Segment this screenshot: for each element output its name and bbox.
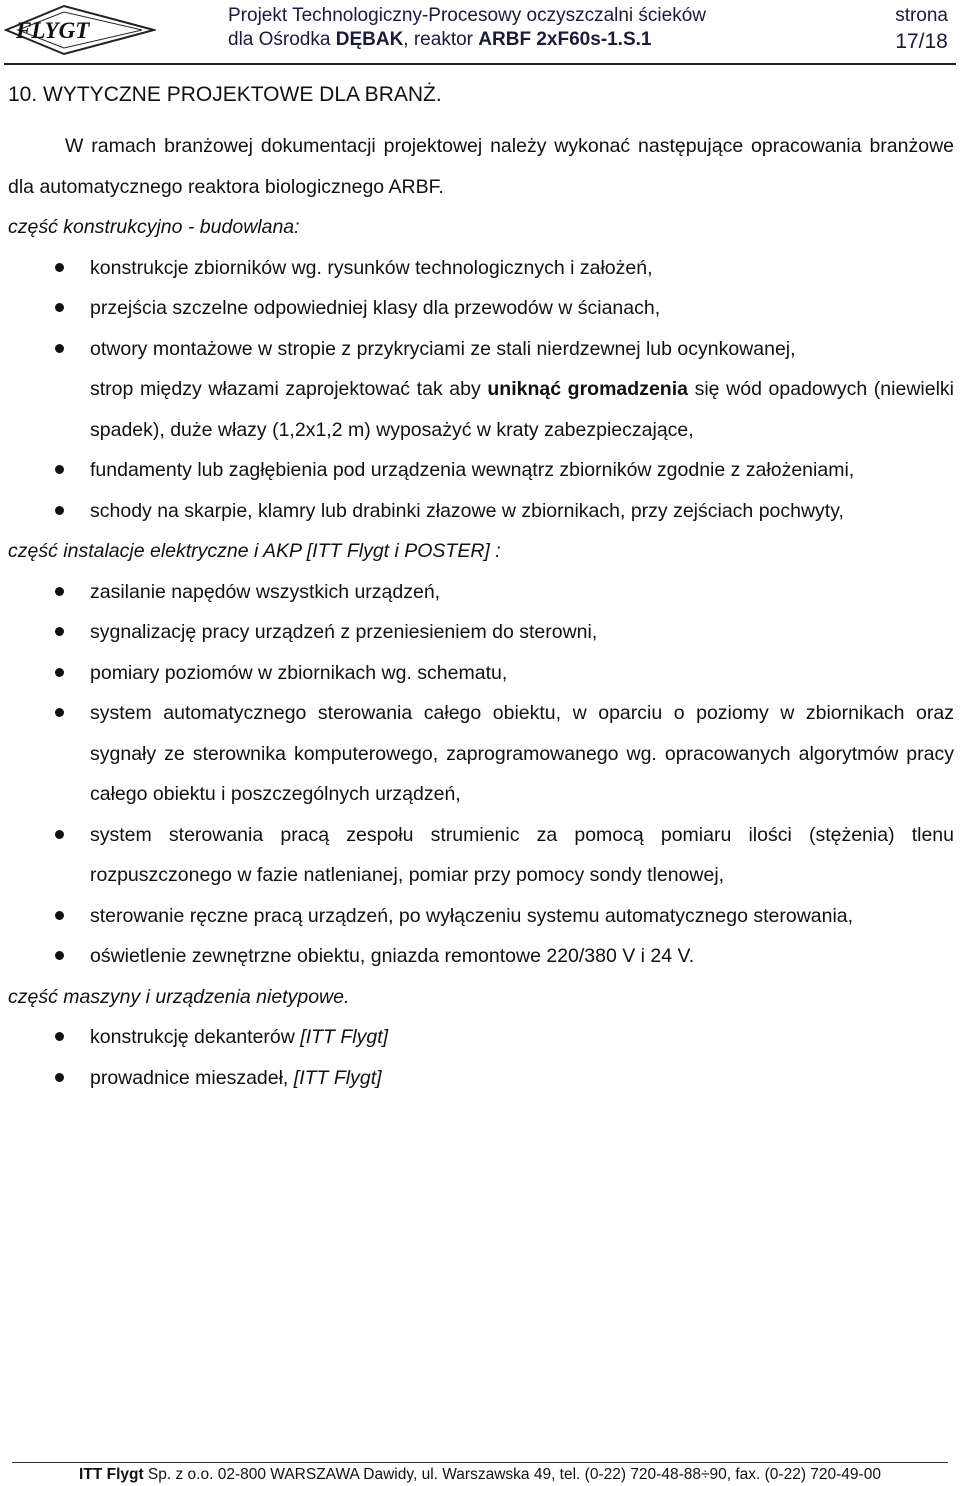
bullet-icon [55,1032,64,1041]
list-item: otwory montażowe w stropie z przykryciami ze stali nierdzewnej lub ocynkowanej, [8,329,954,370]
footer-divider [12,1462,948,1463]
list-item: konstrukcje zbiorników wg. rysunków technologicznych i założeń, [8,248,954,289]
bullet-icon [55,303,64,312]
list-item: system sterowania pracą zespołu strumienic za pomocą pomiaru ilości (stężenia) tlenu rozpuszczonego w fazie natlenianej, pomiar przy pomocy sondy tlenowej, [8,815,954,896]
footer-address: Sp. z o.o. 02-800 WARSZAWA Dawidy, ul. Warszawska 49, tel. (0-22) 720-48-88÷90, fax. (0-22) 720-49-00 [143,1466,881,1483]
machinery-heading: część maszyny i urządzenia nietypowe. [8,985,350,1008]
bullet-icon [55,830,64,839]
bullet-icon [55,465,64,474]
flygt-logo [4,4,156,56]
footer-company: ITT Flygt [79,1466,144,1483]
construction-list [8,248,954,532]
bullet-icon [55,587,64,596]
logo-text: FLYGT [16,18,90,43]
page-header [0,0,960,66]
list-item: sygnalizację pracy urządzeń z przeniesieniem do sterowni, [8,612,954,653]
bullet-icon [55,1073,64,1082]
list-item: schody na skarpie, klamry lub drabinki złazowe w zbiornikach, przy zejściach pochwyty, [8,491,954,532]
list-item: konstrukcję dekanterów [ITT Flygt] [8,1017,954,1058]
bullet-icon [55,627,64,636]
title-line-2: dla Ośrodka DĘBAK, reaktor ARBF 2xF60s-1.S.1 [228,29,652,50]
list-item: prowadnice mieszadeł, [ITT Flygt] [8,1058,954,1099]
list-item: przejścia szczelne odpowiedniej klasy dla przewodów w ścianach, [8,288,954,329]
list-item: pomiary poziomów w zbiornikach wg. schematu, [8,653,954,694]
list-item: system automatycznego sterowania całego obiektu, w oparciu o poziomy w zbiornikach oraz sygnały ze sterownika komputerowego, zaprogramowanego wg. opracowanych algorytmów pracy całego obiektu i poszczególnych urządzeń, [8,693,954,815]
bullet-icon [55,951,64,960]
page-indicator [895,4,948,56]
electrical-list [8,572,954,977]
bullet-icon [55,708,64,717]
construction-heading: część konstrukcyjno - budowlana: [8,216,300,238]
electrical-heading: część instalacje elektryczne i AKP [ITT Flygt i POSTER] : [8,540,501,562]
bullet-icon [55,263,64,272]
page-label: strona [895,5,948,26]
page-footer [0,1465,960,1485]
bullet-icon [55,506,64,515]
document-title [228,4,706,52]
bullet-icon [55,344,64,353]
list-item: oświetlenie zewnętrzne obiektu, gniazda remontowe 220/380 V i 24 V. [8,936,954,977]
title-line-1: Projekt Technologiczny-Procesowy oczyszczalni ścieków [228,5,707,26]
list-item: strop między włazami zaprojektować tak aby uniknąć gromadzenia się wód opadowych (niewielki spadek), duże włazy (1,2x1,2 m) wyposażyć w kraty zabezpieczające, [90,378,954,441]
machinery-list [8,1017,954,1098]
list-item: zasilanie napędów wszystkich urządzeń, [8,572,954,613]
document-body [8,126,954,1098]
section-title: 10. WYTYCZNE PROJEKTOWE DLA BRANŻ. [8,83,442,106]
intro-paragraph: W ramach branżowej dokumentacji projektowej należy wykonać następujące opracowania branżowe dla automatycznego reaktora biologicznego ARBF. [8,135,954,198]
page-number: 17/18 [895,30,948,53]
bullet-icon [55,911,64,920]
bullet-icon [55,668,64,677]
list-item: fundamenty lub zagłębienia pod urządzenia wewnątrz zbiorników zgodnie z założeniami, [8,450,954,491]
list-item: sterowanie ręczne pracą urządzeń, po wyłączeniu systemu automatycznego sterowania, [8,896,954,937]
header-divider [4,63,956,65]
